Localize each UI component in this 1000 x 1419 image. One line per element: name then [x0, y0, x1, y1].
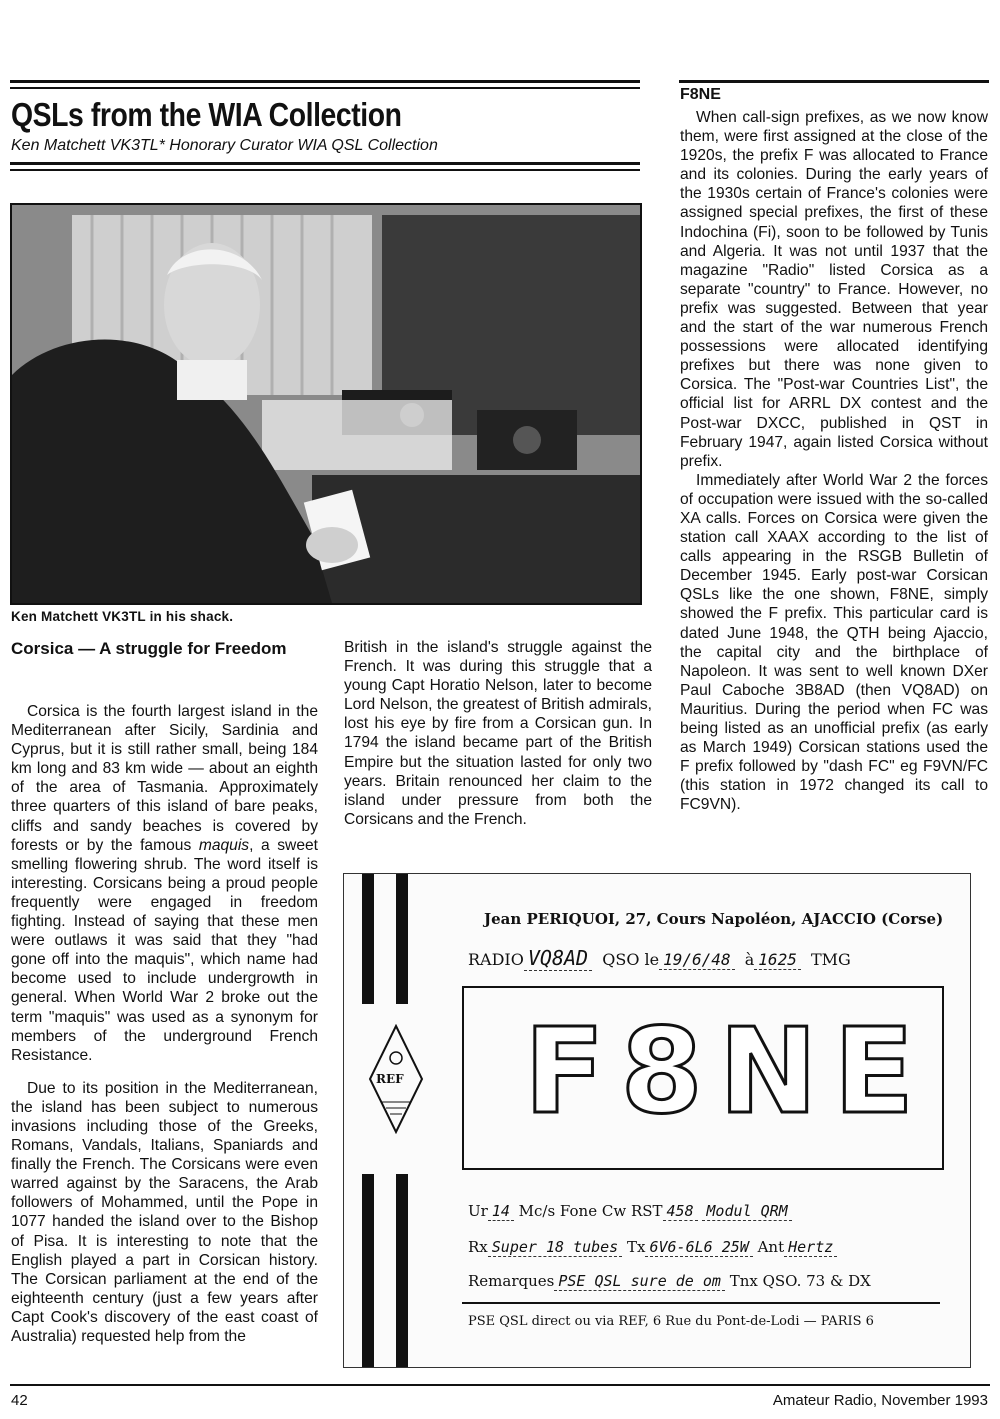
qsl-remarques-line: Remarques PSE QSL sure de om Tnx QSO. 73 & DX [468, 1272, 871, 1290]
shack-photo-illustration [12, 205, 640, 603]
qsl-footer: PSE QSL direct ou via REF, 6 Rue du Pont-de-Lodi — PARIS 6 [468, 1314, 874, 1329]
qsl-card [343, 873, 971, 1368]
page-number: 42 [11, 1392, 28, 1409]
paragraph-corsica-3: British in the island's struggle against the French. It was during this struggle that a young Capt Horatio Nelson, later to become Lord Nelson, the greatest of British admirals, lost his eye by fire from a Corsican gun. In 1794 the island became part of the British Empire but the situation lasted for only two years. Britain renounced her claim to the island under pressure from both the Corsicans and the French. [344, 639, 652, 828]
column-1 [11, 702, 318, 1346]
photo-caption: Ken Matchett VK3TL in his shack. [11, 609, 234, 624]
header-rule-bottom-2 [10, 169, 640, 171]
qsl-rx-line: Rx Super 18 tubes Tx 6V6-6L6 25W Ant Hertz [468, 1238, 837, 1256]
magazine-footer: Amateur Radio, November 1993 [772, 1392, 988, 1409]
card-stripe-top-2 [396, 874, 408, 1004]
card-stripe-bottom-1 [362, 1174, 374, 1367]
footer-rule [10, 1384, 990, 1386]
section-heading: Corsica — A struggle for Freedom [11, 639, 287, 658]
header-rule-top-2 [10, 87, 640, 89]
f8ne-rule-top [679, 80, 989, 83]
column-3 [680, 108, 988, 814]
paragraph-f8ne-2: Immediately after World War 2 the forces of occupation were issued with the so-called XA calls. Forces on Corsica were given the station call XAAX according to the list of calls appearing in the RSGB Bulletin of December 1945. Early post-war Corsican QSLs like the one shown, F8NE, simply showed the F prefix. This particular card is dated June 1948, the QTH being Ajaccio, the capital city and the birthplace of Napoleon. It was sent to well known DXer Paul Caboche 3B8AD (then VQ8AD) on Mauritius. During the period when FC was being listed as an unofficial prefix (as early as March 1949) Corsican stations used the F prefix followed by "dash FC" eg F9VN/FC (this station in 1972 changed its call to FC9VN). [680, 471, 988, 814]
column-2 [344, 638, 652, 829]
paragraph-corsica-1: Corsica is the fourth largest island in the Mediterranean after Sicily, Sardinia and Cyprus, but it is still rather small, being 184 km long and 83 km wide — about an eighth of the area of Tasmania. Approximately three quarters of this island of bare peaks, cliffs and sandy beaches is covered by forests or by the famous maquis, a sweet smelling flowering shrub. The word itself is interesting. Corsicans being a proud people frequently were engaged in freedom fighting. Instead of saying that these men were outlaws it was said that they "had gone off into the maquis", which name had become used to include undergrowth in general. When World War 2 broke out the term "maquis" was used as a synonym for members of the underground French Resistance. [11, 703, 318, 1064]
header-rule-bottom [10, 162, 640, 165]
paragraph-f8ne-1: When call-sign prefixes, as we now know them, were first assigned at the close of the 1920s, the prefix F was allocated to France and its colonies. During the early years of the 1930s certain of France's colonies were assigned special prefixes, the first of these Indochina (Fi), soon to be followed by Tunis and Algeria. It was not until 1937 that the magazine "Radio" listed Corsica as a separate "country" to France. However, no prefix was suggested. Between that year and the start of the war numerous French possessions were allocated identifying prefixes but there was none given to Corsica. The "Post-war Countries List", the official list for ARRL DX contest and the Post-war DXCC, published in QST in February 1947, again listed Corsica without prefix. [680, 109, 988, 470]
qsl-footer-rule [462, 1302, 940, 1304]
qsl-radio-line: RADIO VQ8AD QSO le 19/6/48 à 1625 TMG [468, 946, 851, 970]
header-rule-top [10, 80, 640, 83]
f8ne-heading: F8NE [680, 86, 721, 103]
page-title: QSLs from the WIA Collection [11, 96, 402, 133]
qsl-callsign: F8NE [524, 1002, 931, 1140]
card-stripe-top-1 [362, 874, 374, 1004]
byline: Ken Matchett VK3TL* Honorary Curator WIA QSL Collection [11, 137, 438, 154]
card-stripe-bottom-2 [396, 1174, 408, 1367]
qsl-operator: Jean PERIQUOI, 27, Cours Napoléon, AJACCIO (Corse) [484, 910, 944, 928]
paragraph-corsica-2: Due to its position in the Mediterranean, the island has been subject to numerous invasions including those of the Greeks, Romans, Vandals, Italians, Spaniards and finally the French. The Corsicans were even warred against by the Saracens, the Arab followers of Mohammed, until the Pope in 1077 handed the island over to the Bishop of Pisa. It is interesting to note that the English played a part in Corsican history. The Corsican parliament at the end of the eighteenth century (just a few years after Capt Cook's discovery of the east coast of Australia) requested help from the [11, 1079, 318, 1345]
shack-photo [10, 203, 642, 605]
qsl-ur-line: Ur 14 Mc/s Fone Cw RST 458 Modul QRM [468, 1202, 792, 1220]
ref-logo-text: REF [376, 1072, 404, 1086]
